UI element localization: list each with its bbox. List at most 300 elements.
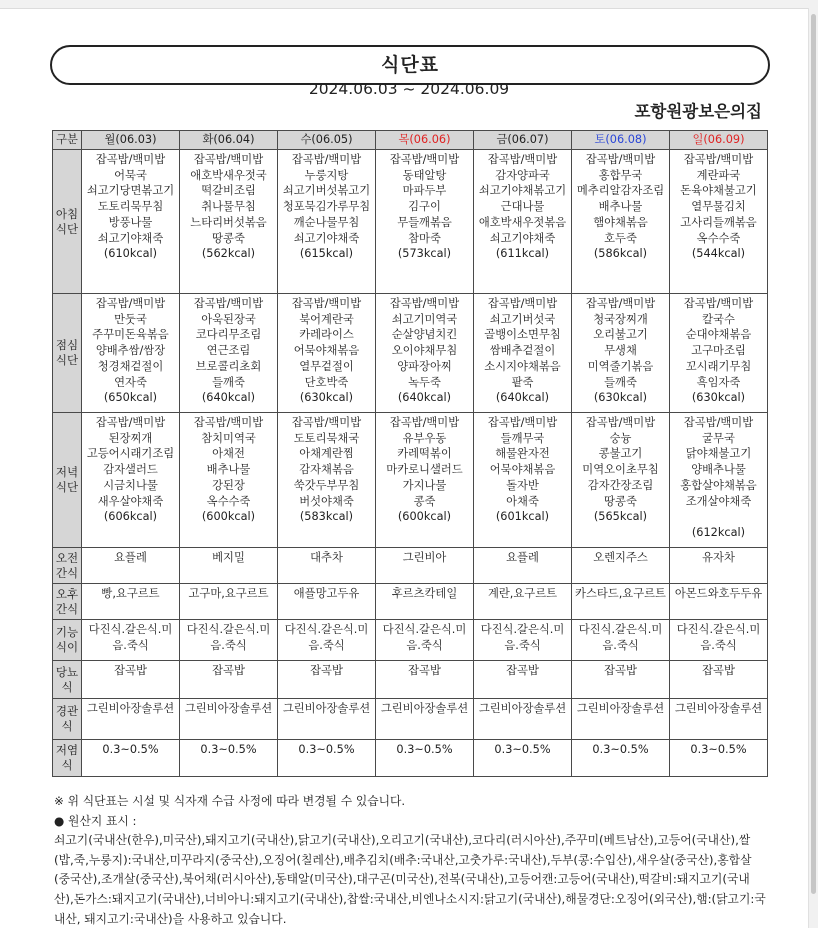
- origin-text: 쇠고기(국내산(한우),미국산),돼지고기(국내산),닭고기(국내산),오리고기(국내산),코다리(러시아산),주꾸미(베트남산),고등어(국내산),쌀(밥,죽,누룽지):국내산,미꾸라지(중국산),오징어(칠레산),배추김치(배추:국내산,고춧가루:국내산),두부(콩:수입산),새우살(중국산),홍합살(중국산),조개살(중국산),북어채(러시아산),동태알(미국산),대구곤(미국산),전복(국내산),고등어캔:고등어(국내산),떡갈비:돼지고기(국내산),돈가스:돼지고기(국내산),너비아니:돼지고기(국내산),찹쌀:국내산,비엔나소시지:닭고기(국내산),해물경단:오징어(외국산),햄:(닭고기:국내산, 돼지고기:국내산)을 사용하고 있습니다.: [54, 833, 766, 926]
- menu-item: 아채전: [212, 447, 245, 461]
- low-sodium-row: [53, 740, 768, 777]
- menu-item: 계란,요구르트: [487, 587, 558, 600]
- menu-item: 잡곡밥/백미밥: [585, 153, 656, 166]
- menu-item: 주꾸미돈육볶음: [92, 328, 169, 342]
- menu-cell: [180, 699, 278, 740]
- menu-item: 무들깨볶음: [397, 215, 452, 229]
- menu-item: 잡곡밥: [408, 664, 441, 677]
- header-day-mon: 월(06.03): [82, 131, 180, 150]
- menu-item: 깨순나물무침: [293, 215, 360, 229]
- menu-cell: [670, 661, 768, 699]
- menu-item: 쇠고기야채볶고기: [478, 184, 567, 198]
- header-day-wed: 수(06.05): [278, 131, 376, 150]
- menu-item: 옥수수죽: [206, 494, 251, 508]
- row-label-line: 간식: [55, 565, 79, 580]
- row-label: [53, 620, 82, 661]
- menu-item: 잡곡밥/백미밥: [389, 153, 460, 166]
- menu-cell: [278, 620, 376, 661]
- menu-item: 가지나물: [402, 478, 447, 492]
- menu-item: 쇠고기버섯국: [489, 312, 556, 326]
- row-label-line: 식: [61, 719, 73, 733]
- menu-item: (573kcal): [397, 247, 452, 261]
- menu-item: 잡곡밥/백미밥: [585, 297, 656, 310]
- morning-snack-row: [53, 548, 768, 584]
- menu-item: 감자채볶음: [299, 463, 354, 477]
- menu-item: 다진식.갈은식.미음.죽식: [578, 623, 663, 652]
- menu-item: 애플망고두유: [293, 587, 360, 600]
- menu-item: 0.3~0.5%: [102, 743, 159, 756]
- menu-item: 들깨죽: [604, 375, 637, 389]
- row-label-line: 저염: [55, 743, 79, 757]
- menu-item: 잡곡밥: [604, 664, 637, 677]
- menu-item: (601kcal): [495, 510, 550, 524]
- menu-item: 양배추나물: [691, 463, 746, 477]
- menu-item: 어묵야채볶음: [293, 344, 360, 358]
- menu-item: 잡곡밥: [702, 664, 735, 677]
- menu-item: 카레라이스: [299, 328, 354, 342]
- menu-item: 잡곡밥/백미밥: [487, 416, 558, 429]
- menu-item: 돈육야채불고기: [680, 184, 757, 198]
- menu-item: 쇠고기야채죽: [97, 231, 164, 245]
- row-label: [53, 294, 82, 413]
- menu-item: 잡곡밥/백미밥: [291, 153, 362, 166]
- menu-item: 잡곡밥/백미밥: [291, 416, 362, 429]
- change-notice: ※ 위 식단표는 시설 및 식자재 수급 사정에 따라 변경될 수 있습니다.: [54, 794, 406, 808]
- menu-cell: [376, 294, 474, 413]
- menu-item: 0.3~0.5%: [200, 743, 257, 756]
- menu-item: 도토리묵무침: [97, 200, 164, 214]
- menu-item: 김구이: [408, 200, 441, 214]
- row-label-line: 아침: [55, 206, 79, 221]
- header-day-thu: 목(06.06): [376, 131, 474, 150]
- menu-item: 미역오이초무침: [582, 463, 659, 477]
- menu-item: (583kcal): [299, 510, 354, 524]
- row-label-line: 오전: [55, 550, 79, 565]
- menu-cell: [670, 620, 768, 661]
- menu-item: 도토리묵채국: [293, 431, 360, 445]
- menu-item: 잡곡밥/백미밥: [683, 416, 754, 429]
- menu-item: 카레떡볶이: [397, 447, 452, 461]
- row-label: [53, 661, 82, 699]
- menu-item: 쇠고기당면볶고기: [86, 184, 175, 198]
- menu-item: 배추나물: [206, 463, 251, 477]
- menu-item: 홍합무국: [598, 168, 643, 182]
- menu-item: 방풍나물: [108, 215, 153, 229]
- menu-cell: [180, 661, 278, 699]
- menu-cell: [82, 620, 180, 661]
- menu-item: 다진식.갈은식.미음.죽식: [284, 623, 369, 652]
- menu-cell: [572, 740, 670, 777]
- menu-table: [52, 130, 768, 777]
- menu-item: 홍합살야채볶음: [680, 478, 757, 492]
- menu-item: 대추차: [310, 551, 343, 564]
- menu-item: (612kcal): [691, 525, 746, 539]
- menu-item: 고등어시래기조림: [86, 447, 175, 461]
- menu-item: 오이야채무침: [391, 344, 458, 358]
- scrollbar-thumb[interactable]: [811, 14, 816, 894]
- menu-item: 순살양념치킨: [391, 328, 458, 342]
- menu-cell: [180, 740, 278, 777]
- menu-cell: [670, 150, 768, 294]
- menu-cell: [376, 548, 474, 584]
- menu-item: 베지밀: [212, 551, 245, 564]
- menu-item: 해물완자전: [495, 447, 550, 461]
- menu-item: 다진식.갈은식.미음.죽식: [88, 623, 173, 652]
- menu-item: 시금치나물: [103, 478, 158, 492]
- menu-cell: [376, 584, 474, 620]
- row-label: [53, 584, 82, 620]
- menu-item: 소시지야채볶음: [484, 359, 561, 373]
- menu-item: 그린비아장솔루션: [576, 702, 665, 715]
- menu-item: 마카로니샐러드: [386, 463, 463, 477]
- menu-item: 아몬드와호두두유: [674, 587, 763, 600]
- menu-cell: [278, 661, 376, 699]
- menu-item: 다진식.갈은식.미음.죽식: [382, 623, 467, 652]
- menu-item: (610kcal): [103, 247, 158, 261]
- menu-item: 미역줄기볶음: [587, 359, 654, 373]
- menu-cell: [376, 413, 474, 548]
- menu-item: (562kcal): [201, 247, 256, 261]
- menu-item: 그린비아장솔루션: [478, 702, 567, 715]
- menu-cell: [474, 294, 572, 413]
- menu-item: 북어계란국: [299, 312, 354, 326]
- row-label-line: 식단: [55, 221, 79, 236]
- menu-cell: [82, 150, 180, 294]
- header-day-sun: 일(06.09): [670, 131, 768, 150]
- menu-item: (600kcal): [397, 510, 452, 524]
- row-label-line: 점심: [55, 338, 79, 352]
- menu-cell: [82, 699, 180, 740]
- menu-cell: [82, 548, 180, 584]
- menu-item: 만둣국: [114, 312, 147, 326]
- menu-cell: [278, 413, 376, 548]
- menu-cell: [376, 740, 474, 777]
- menu-item: 잡곡밥/백미밥: [193, 297, 264, 310]
- menu-item: 호두죽: [604, 231, 637, 245]
- menu-item: (640kcal): [495, 391, 550, 405]
- menu-cell: [670, 584, 768, 620]
- row-label-line: 식: [61, 679, 73, 694]
- menu-item: 유자차: [702, 551, 735, 564]
- menu-item: 0.3~0.5%: [298, 743, 355, 756]
- menu-item: 잡곡밥: [114, 664, 147, 677]
- lunch-row: [53, 294, 768, 413]
- origin-heading: ● 원산지 표시 :: [54, 813, 137, 828]
- menu-item: 땅콩죽: [604, 494, 637, 508]
- menu-cell: [180, 150, 278, 294]
- menu-item: (544kcal): [691, 247, 746, 261]
- row-label: [53, 548, 82, 584]
- menu-item: 요플레: [114, 551, 147, 564]
- afternoon-snack-row: [53, 584, 768, 620]
- menu-item: 아채죽: [506, 494, 539, 508]
- menu-item: 잡곡밥/백미밥: [683, 297, 754, 310]
- menu-item: 감자양파국: [495, 168, 550, 182]
- menu-cell: [278, 584, 376, 620]
- menu-item: 쇠고기야채죽: [293, 231, 360, 245]
- menu-cell: [474, 584, 572, 620]
- menu-item: 잡곡밥: [212, 664, 245, 677]
- menu-item: 배추나물: [598, 200, 643, 214]
- menu-item: 취나물무침: [201, 200, 256, 214]
- row-label: [53, 740, 82, 777]
- menu-item: 다진식.갈은식.미음.죽식: [676, 623, 761, 652]
- menu-cell: [376, 620, 474, 661]
- dinner-row: [53, 413, 768, 548]
- menu-item: 참마죽: [408, 231, 441, 245]
- organization-name: 포항원광보은의집: [634, 102, 762, 121]
- menu-cell: [474, 150, 572, 294]
- menu-item: 순대야채볶음: [685, 328, 752, 342]
- menu-item: 코다리무조림: [195, 328, 262, 342]
- menu-item: 흑임자죽: [696, 375, 741, 389]
- menu-item: (606kcal): [103, 510, 158, 524]
- menu-cell: [572, 699, 670, 740]
- date-range: 2024.06.03 ~ 2024.06.09: [308, 80, 510, 98]
- row-label-line: 경관: [55, 704, 79, 718]
- menu-item: [672, 509, 765, 525]
- menu-item: 아욱된장국: [201, 312, 256, 326]
- menu-cell: [278, 740, 376, 777]
- menu-item: 열무겉절이: [299, 359, 354, 373]
- menu-cell: [572, 548, 670, 584]
- menu-item: 닭야채불고기: [685, 447, 752, 461]
- menu-item: 옥수수죽: [696, 231, 741, 245]
- menu-item: 유부우동: [402, 431, 447, 445]
- menu-item: 잡곡밥/백미밥: [487, 297, 558, 310]
- menu-item: 연자죽: [114, 375, 147, 389]
- menu-item: (630kcal): [691, 391, 746, 405]
- menu-item: 그린비아장솔루션: [380, 702, 469, 715]
- menu-item: 잡곡밥/백미밥: [291, 297, 362, 310]
- menu-item: 잡곡밥/백미밥: [487, 153, 558, 166]
- menu-item: 꼬시래기무침: [685, 359, 752, 373]
- menu-item: 양배추쌈/쌈장: [95, 344, 166, 358]
- special-diet-row: [53, 620, 768, 661]
- row-label: [53, 413, 82, 548]
- menu-cell: [474, 699, 572, 740]
- menu-item: (630kcal): [593, 391, 648, 405]
- menu-item: 오리불고기: [593, 328, 648, 342]
- menu-cell: [180, 548, 278, 584]
- menu-item: 조개살야채죽: [685, 494, 752, 508]
- menu-item: 잡곡밥/백미밥: [389, 297, 460, 310]
- menu-item: 단호박죽: [304, 375, 349, 389]
- menu-cell: [670, 548, 768, 584]
- menu-item: 잡곡밥: [506, 664, 539, 677]
- menu-item: 그린비아장솔루션: [184, 702, 273, 715]
- menu-item: 골뱅이소면무침: [484, 328, 561, 342]
- menu-item: 고구마조림: [691, 344, 746, 358]
- menu-item: 청포묵김가루무침: [282, 200, 371, 214]
- menu-item: 0.3~0.5%: [690, 743, 747, 756]
- diabetic-diet-row: [53, 661, 768, 699]
- menu-item: 빵,요구르트: [101, 587, 160, 600]
- menu-item: 땅콩죽: [212, 231, 245, 245]
- menu-item: 브로콜리초회: [195, 359, 262, 373]
- menu-item: 강된장: [212, 478, 245, 492]
- menu-cell: [82, 413, 180, 548]
- menu-item: 된장찌개: [108, 431, 153, 445]
- menu-item: 다진식.갈은식.미음.죽식: [480, 623, 565, 652]
- menu-cell: [180, 620, 278, 661]
- menu-item: 새우살야채죽: [97, 494, 164, 508]
- menu-item: 누룽지탕: [304, 168, 349, 182]
- menu-item: 쇠고기야채죽: [489, 231, 556, 245]
- row-label-line: 저녁: [55, 465, 79, 479]
- row-label-line: 기능: [55, 625, 79, 639]
- menu-cell: [572, 661, 670, 699]
- menu-cell: [278, 699, 376, 740]
- menu-item: 애호박새우젓볶음: [478, 215, 567, 229]
- menu-cell: [572, 413, 670, 548]
- menu-item: 어묵국: [114, 168, 147, 182]
- menu-item: 칼국수: [702, 312, 735, 326]
- menu-item: 청경채겉절이: [97, 359, 164, 373]
- menu-item: 콩죽: [413, 494, 436, 508]
- menu-item: (565kcal): [593, 510, 648, 524]
- menu-item: 잡곡밥/백미밥: [95, 153, 166, 166]
- menu-item: 무생채: [604, 344, 637, 358]
- menu-cell: [670, 699, 768, 740]
- menu-item: 잡곡밥/백미밥: [585, 416, 656, 429]
- menu-item: 0.3~0.5%: [592, 743, 649, 756]
- menu-item: 돌자반: [506, 478, 539, 492]
- menu-item: 쇠고기미역국: [391, 312, 458, 326]
- menu-item: 참치미역국: [201, 431, 256, 445]
- menu-cell: [82, 294, 180, 413]
- menu-item: 녹두죽: [408, 375, 441, 389]
- menu-cell: [180, 584, 278, 620]
- menu-cell: [82, 740, 180, 777]
- menu-item: 동태알탕: [402, 168, 447, 182]
- notes-section: [54, 792, 766, 929]
- menu-cell: [278, 294, 376, 413]
- menu-item: 쇠고기버섯볶고기: [282, 184, 371, 198]
- menu-item: 쌈배추겉절이: [489, 344, 556, 358]
- menu-item: 아채계란찜: [299, 447, 354, 461]
- menu-item: 느타리버섯볶음: [190, 215, 267, 229]
- menu-cell: [572, 620, 670, 661]
- menu-cell: [376, 661, 474, 699]
- menu-item: 카스타드,요구르트: [575, 587, 666, 600]
- menu-item: 마파두부: [402, 184, 447, 198]
- menu-item: 그린비아: [402, 551, 447, 564]
- menu-item: (640kcal): [201, 391, 256, 405]
- menu-item: 요플레: [506, 551, 539, 564]
- row-label-line: 식단: [55, 480, 79, 494]
- menu-item: 연근조림: [206, 344, 251, 358]
- menu-item: 버섯야채죽: [299, 494, 354, 508]
- row-label-line: 당뇨: [55, 664, 79, 679]
- menu-cell: [376, 699, 474, 740]
- menu-item: 그린비아장솔루션: [86, 702, 175, 715]
- menu-cell: [82, 661, 180, 699]
- menu-cell: [474, 620, 572, 661]
- menu-item: 0.3~0.5%: [494, 743, 551, 756]
- menu-cell: [376, 150, 474, 294]
- menu-cell: [474, 661, 572, 699]
- menu-item: 감자샐러드: [103, 463, 158, 477]
- header-category: 구분: [53, 131, 82, 150]
- menu-cell: [572, 150, 670, 294]
- menu-item: (611kcal): [495, 247, 550, 261]
- menu-item: 햄야채볶음: [593, 215, 648, 229]
- menu-item: 고구마,요구르트: [188, 587, 269, 600]
- menu-item: 근대나물: [500, 200, 545, 214]
- menu-item: (586kcal): [593, 247, 648, 261]
- row-label-line: 식단: [55, 353, 79, 367]
- menu-item: 잡곡밥/백미밥: [95, 416, 166, 429]
- header-day-fri: 금(06.07): [474, 131, 572, 150]
- menu-item: 0.3~0.5%: [396, 743, 453, 756]
- menu-item: 감자간장조림: [587, 478, 654, 492]
- menu-item: 그린비아장솔루션: [282, 702, 371, 715]
- menu-item: 들깨무국: [500, 431, 545, 445]
- row-label-line: 식이: [55, 640, 79, 654]
- menu-item: (615kcal): [299, 247, 354, 261]
- menu-cell: [474, 740, 572, 777]
- menu-item: 양파장아찌: [397, 359, 452, 373]
- menu-item: 떡갈비조림: [201, 184, 256, 198]
- menu-item: (600kcal): [201, 510, 256, 524]
- vertical-scrollbar[interactable]: [808, 8, 818, 928]
- menu-item: 잡곡밥/백미밥: [193, 153, 264, 166]
- header-day-sat: 토(06.08): [572, 131, 670, 150]
- menu-item: 굴무국: [702, 431, 735, 445]
- menu-item: 청국장찌개: [593, 312, 648, 326]
- menu-cell: [82, 584, 180, 620]
- row-label: [53, 150, 82, 294]
- menu-item: 후르츠칵테일: [391, 587, 458, 600]
- row-label-line: 오후: [55, 586, 79, 601]
- menu-item: 열무물김치: [691, 200, 746, 214]
- menu-cell: [670, 740, 768, 777]
- menu-item: (630kcal): [299, 391, 354, 405]
- menu-item: 애호박새우젓국: [190, 168, 267, 182]
- menu-item: 숭늉: [609, 431, 632, 445]
- header-row: [53, 131, 768, 150]
- menu-cell: [278, 548, 376, 584]
- menu-cell: [670, 413, 768, 548]
- menu-cell: [572, 584, 670, 620]
- menu-item: 잡곡밥/백미밥: [95, 297, 166, 310]
- menu-cell: [278, 150, 376, 294]
- menu-cell: [180, 413, 278, 548]
- menu-item: 쑥갓두부무침: [293, 478, 360, 492]
- menu-item: 잡곡밥/백미밥: [389, 416, 460, 429]
- breakfast-row: [53, 150, 768, 294]
- menu-item: 고사리들깨볶음: [680, 215, 757, 229]
- tube-feeding-row: [53, 699, 768, 740]
- header-day-tue: 화(06.04): [180, 131, 278, 150]
- menu-item: 들깨죽: [212, 375, 245, 389]
- menu-item: 다진식.갈은식.미음.죽식: [186, 623, 271, 652]
- menu-item: 잡곡밥: [310, 664, 343, 677]
- menu-item: 그린비아장솔루션: [674, 702, 763, 715]
- row-label: [53, 699, 82, 740]
- menu-item: 계란파국: [696, 168, 741, 182]
- menu-item: (650kcal): [103, 391, 158, 405]
- menu-item: 메추리알감자조림: [576, 184, 665, 198]
- page-title: 식단표: [50, 45, 770, 85]
- menu-item: 잡곡밥/백미밥: [683, 153, 754, 166]
- menu-cell: [670, 294, 768, 413]
- menu-item: 어묵야채볶음: [489, 463, 556, 477]
- row-label-line: 간식: [55, 601, 79, 616]
- menu-item: 오렌지주스: [593, 551, 648, 564]
- menu-cell: [180, 294, 278, 413]
